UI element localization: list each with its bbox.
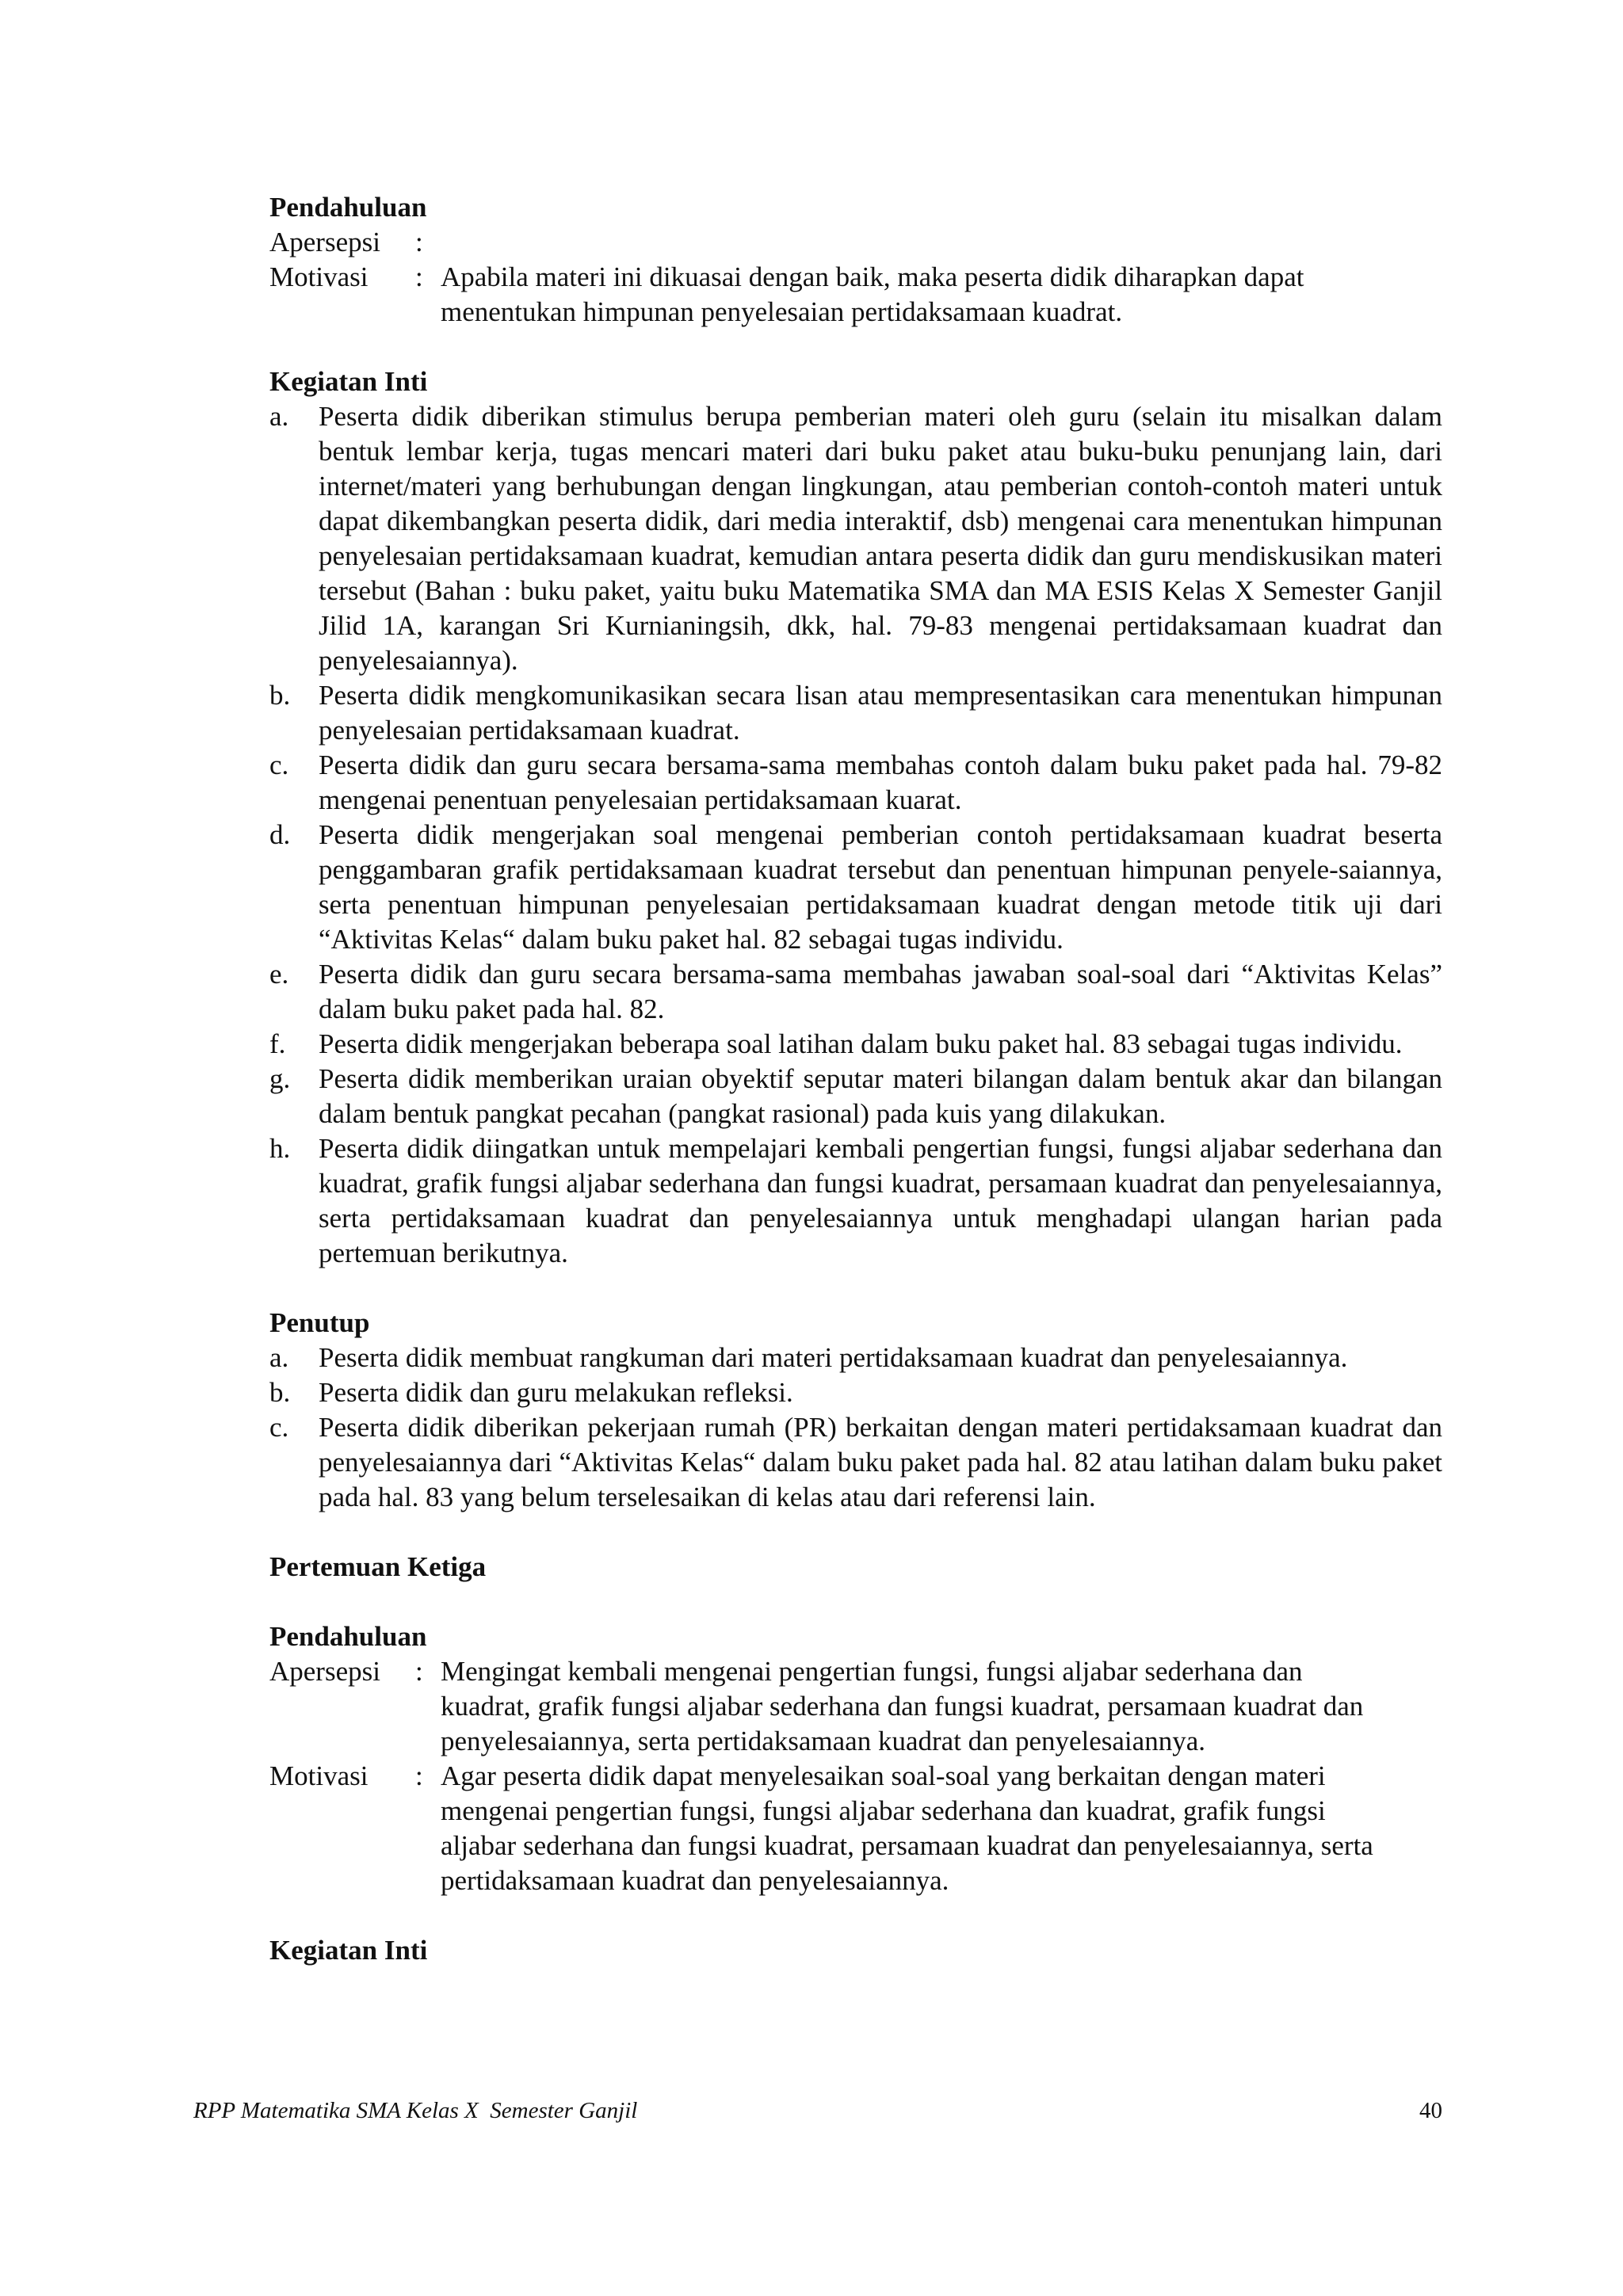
document-page (269, 190, 1442, 1968)
apersepsi-row (269, 1654, 1442, 1759)
kegiatan-inti-list (269, 399, 1442, 1271)
apersepsi-label: Apersepsi (269, 1656, 380, 1687)
page-number: 40 (1419, 2098, 1442, 2123)
list-item: f. Peserta didik mengerjakan beberapa soal latihan dalam buku paket hal. 83 sebagai tugas individu. (269, 1028, 1403, 1059)
motivasi-text: Apabila materi ini dikuasai dengan baik, maka peserta didik diharapkan dapat menentukan himpunan penyelesaian pertidaksamaan kuadrat. (441, 261, 1304, 327)
list-item: b. Peserta didik mengkomunikasikan secara lisan atau mempresentasikan cara menentukan himpunan penyelesaian pertidaksamaan kuadrat. (269, 680, 1442, 746)
page-footer (193, 2098, 1442, 2124)
apersepsi-text (441, 225, 1442, 260)
penutup-list (269, 1341, 1442, 1515)
section-heading-pendahuluan-2: Pendahuluan (269, 1621, 427, 1652)
list-item: a. Peserta didik membuat rangkuman dari materi pertidaksamaan kuadrat dan penyelesaiannya. (269, 1342, 1348, 1373)
motivasi-label: Motivasi (269, 1760, 369, 1791)
list-item: d. Peserta didik mengerjakan soal mengenai pemberian contoh pertidaksamaan kuadrat beserta penggambaran grafik pertidaksamaan kuadrat tersebut dan penentuan himpunan penyele-saiannya, serta penentuan himpunan penyelesaian pertidaksamaan kuadrat dengan metode titik uji dari “Aktivitas Kelas“ dalam buku paket hal. 82 sebagai tugas individu. (269, 819, 1442, 955)
list-item: c. Peserta didik dan guru secara bersama-sama membahas contoh dalam buku paket pada hal. 79-82 mengenai penentuan penyelesaian pertidaksamaan kuarat. (269, 749, 1442, 815)
apersepsi-row (269, 225, 1442, 260)
section-heading-kegiatan-inti: Kegiatan Inti (269, 366, 428, 397)
apersepsi-label: Apersepsi (269, 227, 380, 257)
list-item: a. Peserta didik diberikan stimulus berupa pemberian materi oleh guru (selain itu misalkan dalam bentuk lembar kerja, tugas mencari materi dari buku paket atau buku-buku penunjang lain, dari internet/materi yang berhubungan dengan lingkungan, atau pemberian contoh-contoh materi untuk dapat dikembangkan peserta didik, dari media interaktif, dsb) mengenai cara menentukan himpunan penyelesaian pertidaksamaan kuadrat, kemudian antara peserta didik dan guru mendiskusikan materi tersebut (Bahan : buku paket, yaitu buku Matematika SMA dan MA ESIS Kelas X Semester Ganjil Jilid 1A, karangan Sri Kurnianingsih, dkk, hal. 79-83 mengenai pertidaksamaan kuadrat dan penyelesaiannya). (269, 401, 1442, 676)
apersepsi-text: Mengingat kembali mengenai pengertian fungsi, fungsi aljabar sederhana dan kuadrat, grafik fungsi aljabar sederhana dan fungsi kuadrat, persamaan kuadrat dan penyelesaiannya, serta pertidaksamaan kuadrat dan penyelesaiannya. (441, 1656, 1364, 1756)
section-heading-kegiatan-inti-2: Kegiatan Inti (269, 1935, 428, 1966)
section-heading-penutup: Penutup (269, 1307, 370, 1338)
colon: : (415, 261, 423, 292)
colon: : (415, 227, 423, 257)
colon: : (415, 1656, 423, 1687)
motivasi-text: Agar peserta didik dapat menyelesaikan soal-soal yang berkaitan dengan materi mengenai pengertian fungsi, fungsi aljabar sederhana dan kuadrat, grafik fungsi aljabar sederhana dan fungsi kuadrat, persamaan kuadrat dan penyelesaiannya, serta pertidaksamaan kuadrat dan penyelesaiannya. (441, 1760, 1373, 1896)
footer-title: RPP Matematika SMA Kelas X Semester Ganjil (193, 2098, 638, 2123)
list-item: b. Peserta didik dan guru melakukan refleksi. (269, 1377, 793, 1408)
section-heading-pendahuluan: Pendahuluan (269, 192, 427, 223)
list-item: c. Peserta didik diberikan pekerjaan rumah (PR) berkaitan dengan materi pertidaksamaan kuadrat dan penyelesaiannya dari “Aktivitas Kelas“ dalam buku paket pada hal. 82 atau latihan dalam buku paket pada hal. 83 yang belum terselesaikan di kelas atau dari referensi lain. (269, 1412, 1442, 1512)
motivasi-label: Motivasi (269, 261, 369, 292)
motivasi-row (269, 1759, 1442, 1898)
list-item: e. Peserta didik dan guru secara bersama-sama membahas jawaban soal-soal dari “Aktivitas Kelas” dalam buku paket pada hal. 82. (269, 959, 1442, 1024)
list-item: g. Peserta didik memberikan uraian obyektif seputar materi bilangan dalam bentuk akar dan bilangan dalam bentuk pangkat pecahan (pangkat rasional) pada kuis yang dilakukan. (269, 1063, 1442, 1129)
section-heading-pertemuan-ketiga: Pertemuan Ketiga (269, 1551, 487, 1582)
colon: : (415, 1760, 423, 1791)
motivasi-row (269, 260, 1442, 330)
list-item: h. Peserta didik diingatkan untuk mempelajari kembali pengertian fungsi, fungsi aljabar sederhana dan kuadrat, grafik fungsi aljabar sederhana dan fungsi kuadrat, persamaan kuadrat dan penyelesaiannya, serta pertidaksamaan kuadrat dan penyelesaiannya untuk menghadapi ulangan harian pada pertemuan berikutnya. (269, 1133, 1442, 1268)
